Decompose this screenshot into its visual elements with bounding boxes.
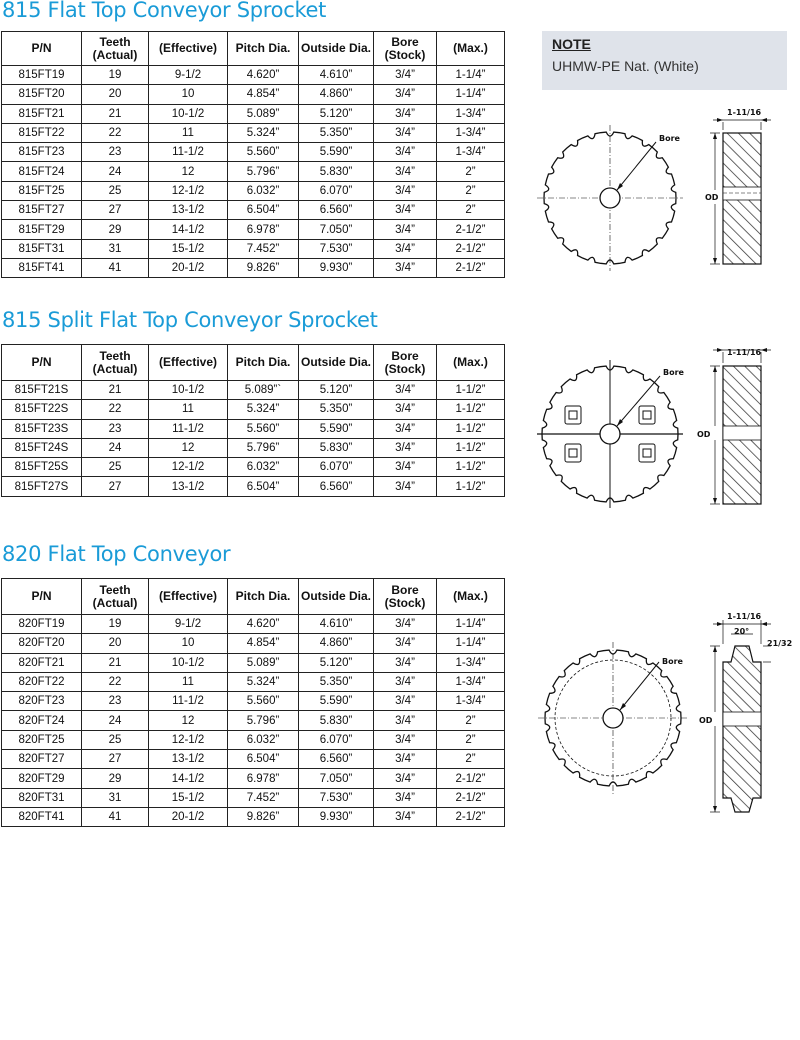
- table-cell: 815FT20: [2, 85, 82, 104]
- column-header: Pitch Dia.: [228, 579, 299, 615]
- table-cell: 6.070”: [299, 181, 374, 200]
- table-cell: 5.089”`: [228, 381, 299, 400]
- table-cell: 3/4”: [374, 653, 437, 672]
- note-text: UHMW-PE Nat. (White): [552, 58, 699, 74]
- table-cell: 11: [149, 400, 228, 419]
- column-header: Bore (Stock): [374, 345, 437, 381]
- spec-table-815-split-flat-top: [1, 344, 505, 497]
- table-cell: 3/4”: [374, 201, 437, 220]
- table-row: [2, 181, 505, 200]
- table-cell: 5.120”: [299, 653, 374, 672]
- table-row: [2, 400, 505, 419]
- table-cell: 29: [82, 220, 149, 239]
- table-row: [2, 750, 505, 769]
- table-cell: 4.610”: [299, 66, 374, 85]
- table-cell: 12-1/2: [149, 730, 228, 749]
- table-row: [2, 143, 505, 162]
- table-cell: 815FT22S: [2, 400, 82, 419]
- table-row: [2, 239, 505, 258]
- od-label: OD: [697, 430, 711, 439]
- table-cell: 5.796”: [228, 162, 299, 181]
- table-cell: 3/4”: [374, 162, 437, 181]
- table-cell: 2-1/2”: [437, 258, 505, 277]
- table-cell: 9.826”: [228, 807, 299, 826]
- table-cell: 19: [82, 66, 149, 85]
- table-row: [2, 730, 505, 749]
- table-cell: 815FT25: [2, 181, 82, 200]
- table-row: [2, 769, 505, 788]
- table-cell: 1-3/4”: [437, 653, 505, 672]
- table-cell: 3/4”: [374, 66, 437, 85]
- section-title-815-flat-top: 815 Flat Top Conveyor Sprocket: [2, 0, 327, 22]
- table-cell: 6.504”: [228, 477, 299, 496]
- table-cell: 3/4”: [374, 419, 437, 438]
- table-cell: 5.350”: [299, 400, 374, 419]
- column-header: Bore (Stock): [374, 579, 437, 615]
- table-row: [2, 220, 505, 239]
- table-cell: 815FT21S: [2, 381, 82, 400]
- table-header-row: [2, 345, 505, 381]
- table-row: [2, 201, 505, 220]
- table-cell: 6.070”: [299, 458, 374, 477]
- table-cell: 13-1/2: [149, 201, 228, 220]
- table-cell: 5.120”: [299, 104, 374, 123]
- table-cell: 3/4”: [374, 381, 437, 400]
- table-cell: 12: [149, 711, 228, 730]
- table-cell: 820FT21: [2, 653, 82, 672]
- table-cell: 2”: [437, 730, 505, 749]
- table-cell: 5.796”: [228, 711, 299, 730]
- table-cell: 4.860”: [299, 634, 374, 653]
- table-cell: 815FT31: [2, 239, 82, 258]
- table-cell: 12: [149, 162, 228, 181]
- bore-label: Bore: [662, 657, 683, 666]
- table-cell: 3/4”: [374, 181, 437, 200]
- table-cell: 4.620”: [228, 66, 299, 85]
- table-cell: 13-1/2: [149, 750, 228, 769]
- column-header: P/N: [2, 579, 82, 615]
- column-header: P/N: [2, 32, 82, 66]
- table-cell: 5.796”: [228, 438, 299, 457]
- table-cell: 22: [82, 672, 149, 691]
- table-row: [2, 634, 505, 653]
- table-cell: 6.504”: [228, 750, 299, 769]
- table-cell: 6.032”: [228, 458, 299, 477]
- table-cell: 3/4”: [374, 438, 437, 457]
- table-cell: 1-3/4”: [437, 692, 505, 711]
- table-cell: 10: [149, 85, 228, 104]
- section-title-820-flat-top: 820 Flat Top Conveyor: [2, 542, 231, 566]
- column-header: (Max.): [437, 32, 505, 66]
- groove-label: 21/32: [767, 639, 793, 648]
- table-cell: 5.120”: [299, 381, 374, 400]
- column-header: (Effective): [149, 32, 228, 66]
- table-cell: 815FT19: [2, 66, 82, 85]
- sprocket-drawing-820: [535, 606, 797, 824]
- table-row: [2, 458, 505, 477]
- table-cell: 25: [82, 730, 149, 749]
- table-cell: 815FT23S: [2, 419, 82, 438]
- table-cell: 820FT29: [2, 769, 82, 788]
- table-cell: 11-1/2: [149, 419, 228, 438]
- table-cell: 1-3/4”: [437, 672, 505, 691]
- table-cell: 3/4”: [374, 672, 437, 691]
- table-cell: 1-1/4”: [437, 634, 505, 653]
- sprocket-drawing-815: [535, 100, 795, 275]
- table-cell: 23: [82, 692, 149, 711]
- table-cell: 815FT24S: [2, 438, 82, 457]
- table-cell: 20-1/2: [149, 807, 228, 826]
- od-label: OD: [705, 193, 719, 202]
- table-row: [2, 672, 505, 691]
- table-cell: 7.530”: [299, 788, 374, 807]
- table-cell: 3/4”: [374, 85, 437, 104]
- table-cell: 5.560”: [228, 143, 299, 162]
- table-cell: 7.050”: [299, 220, 374, 239]
- table-cell: 41: [82, 807, 149, 826]
- table-cell: 1-1/4”: [437, 85, 505, 104]
- table-cell: 15-1/2: [149, 239, 228, 258]
- table-cell: 5.590”: [299, 143, 374, 162]
- column-header: P/N: [2, 345, 82, 381]
- width-label: 1-11/16: [727, 108, 762, 117]
- table-cell: 21: [82, 104, 149, 123]
- table-row: [2, 711, 505, 730]
- table-cell: 1-1/4”: [437, 615, 505, 634]
- table-cell: 24: [82, 162, 149, 181]
- table-cell: 22: [82, 123, 149, 142]
- table-cell: 5.324”: [228, 400, 299, 419]
- table-cell: 11: [149, 672, 228, 691]
- table-cell: 2”: [437, 711, 505, 730]
- od-label: OD: [699, 716, 713, 725]
- column-header: Teeth (Actual): [82, 579, 149, 615]
- table-row: [2, 692, 505, 711]
- table-cell: 6.978”: [228, 220, 299, 239]
- table-cell: 5.590”: [299, 419, 374, 438]
- width-label: 1-11/16: [727, 612, 762, 621]
- table-cell: 25: [82, 458, 149, 477]
- table-cell: 3/4”: [374, 458, 437, 477]
- table-cell: 820FT41: [2, 807, 82, 826]
- table-cell: 3/4”: [374, 258, 437, 277]
- table-cell: 11: [149, 123, 228, 142]
- table-cell: 14-1/2: [149, 769, 228, 788]
- table-cell: 1-3/4”: [437, 123, 505, 142]
- table-cell: 3/4”: [374, 769, 437, 788]
- column-header: Outside Dia.: [299, 345, 374, 381]
- bore-label: Bore: [663, 368, 684, 377]
- table-cell: 23: [82, 419, 149, 438]
- table-cell: 3/4”: [374, 711, 437, 730]
- table-cell: 12-1/2: [149, 181, 228, 200]
- table-cell: 23: [82, 143, 149, 162]
- table-cell: 41: [82, 258, 149, 277]
- table-header-row: [2, 32, 505, 66]
- table-cell: 3/4”: [374, 143, 437, 162]
- table-cell: 6.560”: [299, 477, 374, 496]
- table-cell: 4.620”: [228, 615, 299, 634]
- table-cell: 4.860”: [299, 85, 374, 104]
- column-header: (Effective): [149, 345, 228, 381]
- table-cell: 1-1/2”: [437, 438, 505, 457]
- angle-label: 20°: [734, 627, 750, 636]
- table-cell: 2-1/2”: [437, 220, 505, 239]
- sprocket-side-view: [705, 108, 771, 264]
- table-cell: 10-1/2: [149, 381, 228, 400]
- table-cell: 10-1/2: [149, 653, 228, 672]
- table-cell: 2-1/2”: [437, 239, 505, 258]
- table-row: [2, 419, 505, 438]
- column-header: (Effective): [149, 579, 228, 615]
- table-cell: 3/4”: [374, 807, 437, 826]
- table-cell: 6.560”: [299, 750, 374, 769]
- table-cell: 21: [82, 653, 149, 672]
- table-cell: 27: [82, 750, 149, 769]
- table-cell: 10: [149, 634, 228, 653]
- table-cell: 3/4”: [374, 634, 437, 653]
- table-cell: 19: [82, 615, 149, 634]
- table-cell: 9.930”: [299, 258, 374, 277]
- table-cell: 4.610”: [299, 615, 374, 634]
- table-row: [2, 788, 505, 807]
- table-cell: 5.590”: [299, 692, 374, 711]
- table-cell: 2”: [437, 750, 505, 769]
- table-cell: 12-1/2: [149, 458, 228, 477]
- table-cell: 24: [82, 438, 149, 457]
- table-cell: 3/4”: [374, 123, 437, 142]
- column-header: Teeth (Actual): [82, 32, 149, 66]
- table-cell: 1-1/2”: [437, 381, 505, 400]
- table-cell: 20: [82, 634, 149, 653]
- table-cell: 6.978”: [228, 769, 299, 788]
- table-cell: 5.830”: [299, 162, 374, 181]
- table-row: [2, 615, 505, 634]
- table-cell: 1-1/4”: [437, 66, 505, 85]
- table-cell: 5.350”: [299, 123, 374, 142]
- column-header: Outside Dia.: [299, 579, 374, 615]
- table-cell: 5.089”: [228, 104, 299, 123]
- table-cell: 27: [82, 201, 149, 220]
- table-cell: 820FT31: [2, 788, 82, 807]
- table-cell: 11-1/2: [149, 692, 228, 711]
- table-cell: 4.854”: [228, 634, 299, 653]
- table-cell: 20: [82, 85, 149, 104]
- table-cell: 820FT20: [2, 634, 82, 653]
- table-cell: 820FT25: [2, 730, 82, 749]
- table-cell: 820FT27: [2, 750, 82, 769]
- table-cell: 24: [82, 711, 149, 730]
- table-cell: 3/4”: [374, 239, 437, 258]
- table-cell: 5.350”: [299, 672, 374, 691]
- table-cell: 3/4”: [374, 750, 437, 769]
- table-cell: 7.530”: [299, 239, 374, 258]
- table-cell: 3/4”: [374, 400, 437, 419]
- table-cell: 12: [149, 438, 228, 457]
- section-title-815-split-flat-top: 815 Split Flat Top Conveyor Sprocket: [2, 308, 378, 332]
- table-cell: 1-1/2”: [437, 458, 505, 477]
- table-cell: 2”: [437, 181, 505, 200]
- table-cell: 2”: [437, 162, 505, 181]
- table-row: [2, 162, 505, 181]
- note-heading: NOTE: [552, 36, 591, 52]
- table-cell: 6.504”: [228, 201, 299, 220]
- table-row: [2, 477, 505, 496]
- table-cell: 3/4”: [374, 692, 437, 711]
- width-label: 1-11/16: [727, 348, 762, 357]
- table-cell: 3/4”: [374, 220, 437, 239]
- spec-table-820-flat-top: [1, 578, 505, 827]
- table-cell: 815FT29: [2, 220, 82, 239]
- table-cell: 815FT24: [2, 162, 82, 181]
- table-cell: 815FT21: [2, 104, 82, 123]
- table-cell: 1-3/4”: [437, 143, 505, 162]
- sprocket-side-view: [699, 612, 792, 812]
- table-cell: 31: [82, 788, 149, 807]
- table-cell: 5.324”: [228, 672, 299, 691]
- table-cell: 5.089”: [228, 653, 299, 672]
- table-row: [2, 104, 505, 123]
- table-cell: 6.032”: [228, 181, 299, 200]
- table-cell: 11-1/2: [149, 143, 228, 162]
- table-cell: 5.324”: [228, 123, 299, 142]
- bore-label: Bore: [659, 134, 680, 143]
- table-cell: 6.032”: [228, 730, 299, 749]
- table-row: [2, 807, 505, 826]
- table-cell: 7.050”: [299, 769, 374, 788]
- table-cell: 14-1/2: [149, 220, 228, 239]
- table-cell: 7.452”: [228, 239, 299, 258]
- table-cell: 2-1/2”: [437, 769, 505, 788]
- table-cell: 10-1/2: [149, 104, 228, 123]
- table-cell: 3/4”: [374, 788, 437, 807]
- table-cell: 5.830”: [299, 711, 374, 730]
- table-cell: 15-1/2: [149, 788, 228, 807]
- table-cell: 820FT22: [2, 672, 82, 691]
- table-cell: 21: [82, 381, 149, 400]
- column-header: (Max.): [437, 579, 505, 615]
- table-cell: 815FT27: [2, 201, 82, 220]
- table-cell: 820FT19: [2, 615, 82, 634]
- table-cell: 815FT23: [2, 143, 82, 162]
- table-cell: 5.830”: [299, 438, 374, 457]
- table-cell: 25: [82, 181, 149, 200]
- column-header: Pitch Dia.: [228, 32, 299, 66]
- table-cell: 9-1/2: [149, 66, 228, 85]
- table-cell: 820FT23: [2, 692, 82, 711]
- table-cell: 815FT41: [2, 258, 82, 277]
- table-cell: 22: [82, 400, 149, 419]
- table-header-row: [2, 579, 505, 615]
- column-header: Teeth (Actual): [82, 345, 149, 381]
- column-header: Pitch Dia.: [228, 345, 299, 381]
- table-cell: 9.930”: [299, 807, 374, 826]
- table-row: [2, 653, 505, 672]
- table-cell: 20-1/2: [149, 258, 228, 277]
- sprocket-side-view: [697, 348, 771, 504]
- table-cell: 29: [82, 769, 149, 788]
- table-cell: 5.560”: [228, 692, 299, 711]
- table-row: [2, 381, 505, 400]
- column-header: (Max.): [437, 345, 505, 381]
- table-cell: 2-1/2”: [437, 788, 505, 807]
- table-cell: 3/4”: [374, 477, 437, 496]
- table-cell: 7.452”: [228, 788, 299, 807]
- note-box: [542, 31, 787, 90]
- table-cell: 9.826”: [228, 258, 299, 277]
- table-cell: 3/4”: [374, 730, 437, 749]
- table-cell: 1-3/4”: [437, 104, 505, 123]
- table-row: [2, 85, 505, 104]
- table-cell: 5.560”: [228, 419, 299, 438]
- table-row: [2, 66, 505, 85]
- table-row: [2, 123, 505, 142]
- column-header: Bore (Stock): [374, 32, 437, 66]
- table-cell: 6.560”: [299, 201, 374, 220]
- table-cell: 6.070”: [299, 730, 374, 749]
- table-cell: 13-1/2: [149, 477, 228, 496]
- table-row: [2, 258, 505, 277]
- column-header: Outside Dia.: [299, 32, 374, 66]
- table-cell: 1-1/2”: [437, 419, 505, 438]
- table-cell: 9-1/2: [149, 615, 228, 634]
- table-cell: 3/4”: [374, 615, 437, 634]
- table-cell: 2”: [437, 201, 505, 220]
- table-cell: 815FT27S: [2, 477, 82, 496]
- table-cell: 820FT24: [2, 711, 82, 730]
- table-cell: 815FT25S: [2, 458, 82, 477]
- table-cell: 4.854”: [228, 85, 299, 104]
- table-cell: 2-1/2”: [437, 807, 505, 826]
- table-cell: 1-1/2”: [437, 477, 505, 496]
- table-row: [2, 438, 505, 457]
- table-cell: 815FT22: [2, 123, 82, 142]
- spec-table-815-flat-top: [1, 31, 505, 278]
- table-cell: 3/4”: [374, 104, 437, 123]
- table-cell: 31: [82, 239, 149, 258]
- table-cell: 27: [82, 477, 149, 496]
- table-cell: 1-1/2”: [437, 400, 505, 419]
- sprocket-drawing-815-split: [535, 338, 795, 518]
